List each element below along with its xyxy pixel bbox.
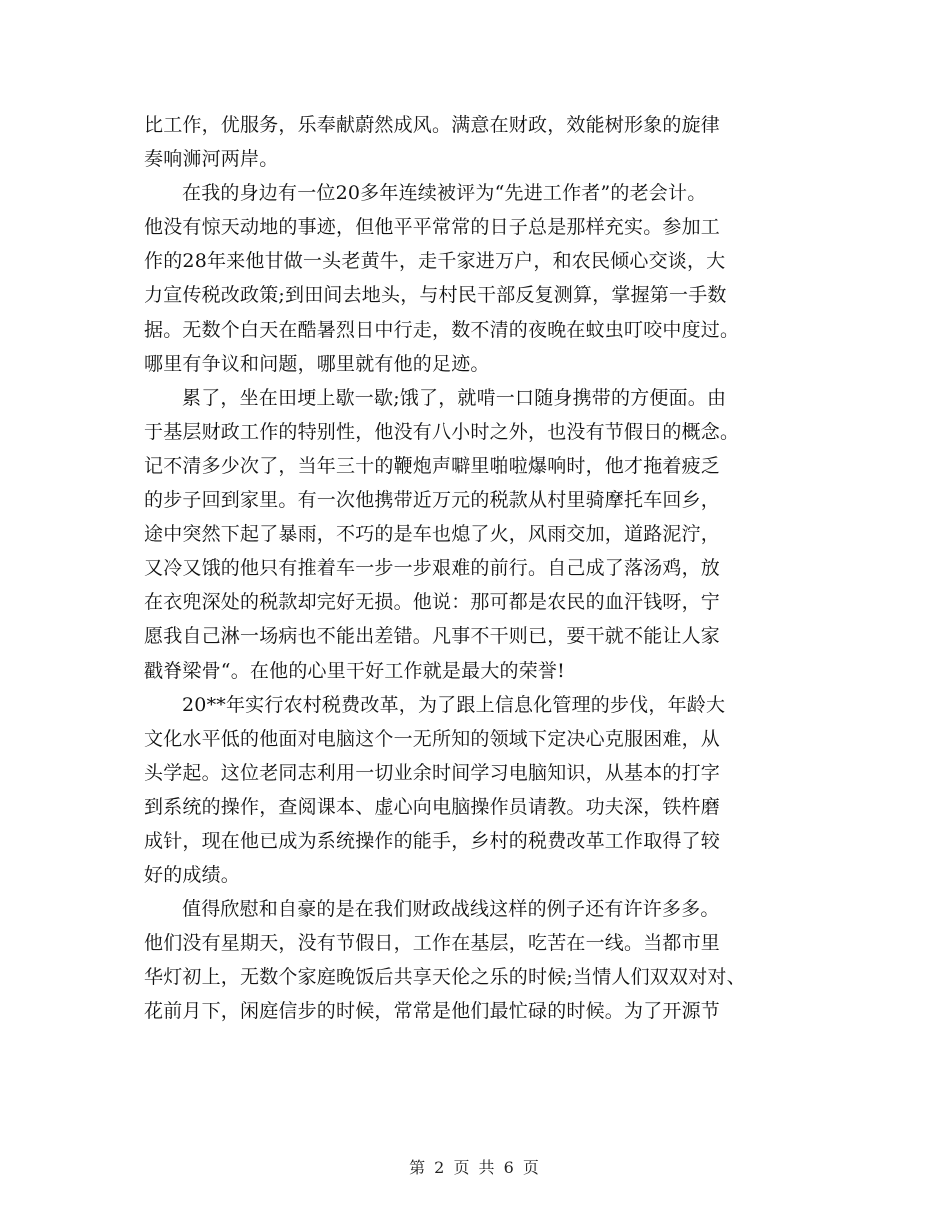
text-line: 华灯初上，无数个家庭晚饭后共享天伦之乐的时候;当情人们双双对对、 bbox=[144, 966, 746, 989]
text-line: 花前月下，闲庭信步的时候，常常是他们最忙碌的时候。为了开源节 bbox=[144, 1000, 721, 1023]
text-line: 途中突然下起了暴雨，不巧的是车也熄了火，风雨交加，道路泥泞， bbox=[144, 523, 721, 546]
text-line: 成针，现在他已成为系统操作的能手，乡村的税费改革工作取得了较 bbox=[144, 829, 721, 852]
text-line: 到系统的操作，查阅课本、虚心向电脑操作员请教。功夫深，铁杵磨 bbox=[144, 795, 721, 818]
text-line: 力宣传税改政策;到田间去地头，与村民干部反复测算，掌握第一手数 bbox=[144, 284, 727, 307]
text-line: 哪里有争议和问题，哪里就有他的足迹。 bbox=[144, 352, 490, 375]
text-line: 比工作，优服务，乐奉献蔚然成风。满意在财政，效能树形象的旋律 bbox=[144, 114, 721, 136]
text-line: 的步子回到家里。有一次他携带近万元的税款从村里骑摩托车回乡， bbox=[144, 489, 721, 512]
text-line: 又冷又饿的他只有推着车一步一步艰难的前行。自己成了落汤鸡，放 bbox=[144, 557, 721, 580]
text-line: 奏响浉河两岸。 bbox=[144, 148, 279, 171]
paragraph-start-line: 在我的身边有一位20多年连续被评为“先进工作者”的老会计。 bbox=[182, 182, 707, 205]
text-line: 他们没有星期天，没有节假日，工作在基层，吃苦在一线。当都市里 bbox=[144, 932, 721, 955]
text-line: 他没有惊天动地的事迹，但他平平常常的日子总是那样充实。参加工 bbox=[144, 216, 721, 239]
paragraph-start-line: 20**年实行农村税费改革，为了跟上信息化管理的步伐，年龄大 bbox=[182, 693, 726, 716]
page-number-footer: 第 2 页 共 6 页 bbox=[409, 1158, 541, 1177]
text-line: 文化水平低的他面对电脑这个一无所知的领域下定决心克服困难，从 bbox=[144, 727, 721, 750]
text-line: 于基层财政工作的特别性，他没有八小时之外，也没有节假日的概念。 bbox=[144, 420, 740, 443]
text-line: 愿我自己淋一场病也不能出差错。凡事不干则已，要干就不能让人家 bbox=[144, 625, 721, 648]
text-line: 头学起。这位老同志利用一切业余时间学习电脑知识，从基本的打字 bbox=[144, 761, 721, 784]
text-line: 戳脊梁骨“。在他的心里干好工作就是最大的荣誉! bbox=[144, 659, 565, 682]
text-line: 在衣兜深处的税款却完好无损。他说：那可都是农民的血汗钱呀，宁 bbox=[144, 591, 721, 614]
paragraph-start-line: 累了，坐在田埂上歇一歇;饿了，就啃一口随身携带的方便面。由 bbox=[182, 386, 727, 409]
paragraph-start-line: 值得欣慰和自豪的是在我们财政战线这样的例子还有许许多多。 bbox=[182, 898, 720, 921]
text-line: 记不清多少次了，当年三十的鞭炮声噼里啪啦爆响时，他才拖着疲乏 bbox=[144, 454, 721, 477]
body-text bbox=[144, 108, 824, 1029]
text-line: 好的成绩。 bbox=[144, 864, 241, 887]
text-line: 据。无数个白天在酷暑烈日中行走，数不清的夜晚在蚊虫叮咬中度过。 bbox=[144, 318, 740, 341]
text-line: 作的28年来他甘做一头老黄牛，走千家进万户，和农民倾心交谈，大 bbox=[144, 250, 726, 273]
